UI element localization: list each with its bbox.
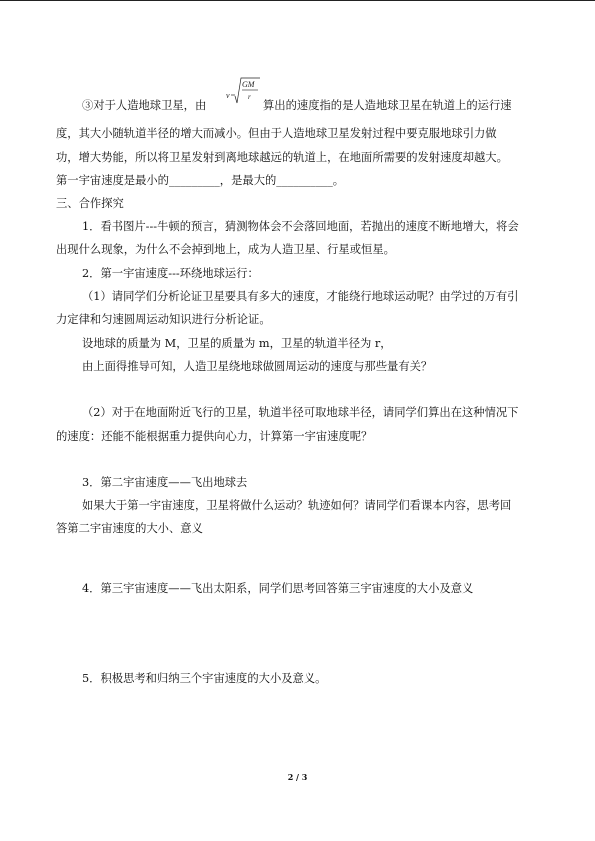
para3-line2: 度，其大小随轨道半径的增大而减小。但由于人造地球卫星发射过程中要克服地球引力做 <box>56 127 497 140</box>
q1-line1: 1．看书图片---牛顿的预言，猜测物体会不会落回地面，若抛出的速度不断地增大，将会 <box>82 220 519 233</box>
para3-suffix: 算出的速度指的是人造地球卫星在轨道上的运行速 <box>263 99 512 112</box>
q1-line2: 出现什么现象，为什么不会掉到地上，成为人造卫星、行星或恒星。 <box>56 243 395 256</box>
para3-prefix: ③对于人造地球卫星，由 <box>82 99 207 112</box>
q3-line1: 如果大于第一宇宙速度，卫星将做什么运动？轨迹如何？请同学们看课本内容，思考回 <box>82 499 512 512</box>
q2-title: 2．第一宇宙速度---环绕地球运行： <box>82 267 259 280</box>
q3-title: 3．第二宇宙速度——飞出地球去 <box>82 476 248 489</box>
q2-sub2-line2: 的速度：还能不能根据重力提供向心力，计算第一宇宙速度呢？ <box>56 430 373 443</box>
para3-line3: 功，增大势能，所以将卫星发射到离地球越远的轨道上，在地面所需要的发射速度却越大。 <box>56 151 508 164</box>
svg-text:v: v <box>226 91 230 100</box>
q4-text: 4．第三宇宙速度——飞出太阳系，同学们思考回答第三宇宙速度的大小及意义 <box>82 582 474 595</box>
section-title: 三、合作探究 <box>56 197 124 210</box>
q5-text: 5．积极思考和归纳三个宇宙速度的大小及意义。 <box>82 672 327 685</box>
formula-v-sqrt-gm-r <box>226 76 262 106</box>
q2-sub1-line1: （1）请同学们分析论证卫星要具有多大的速度，才能绕行地球运动呢？由学过的万有引 <box>82 290 519 303</box>
svg-text:r: r <box>248 93 251 101</box>
svg-text:GM: GM <box>242 80 255 89</box>
q2-sub1-line2: 力定律和匀速圆周运动知识进行分析论证。 <box>56 313 271 326</box>
q2-sub1-line4: 由上面得推导可知，人造卫星绕地球做圆周运动的速度与那些量有关？ <box>82 360 433 373</box>
para3-line4: 第一宇宙速度是最小的_________，是最大的__________。 <box>56 174 345 187</box>
page-top-border <box>0 0 595 1</box>
page-number: 2 / 3 <box>287 772 308 782</box>
q2-sub2-line1: （2）对于在地面附近飞行的卫星，轨道半径可取地球半径，请同学们算出在这种情况下 <box>82 406 519 419</box>
q2-sub1-line3: 设地球的质量为 M，卫星的质量为 m，卫星的轨道半径为 r， <box>82 337 392 350</box>
q3-line2: 答第二宇宙速度的大小、意义 <box>56 522 203 535</box>
